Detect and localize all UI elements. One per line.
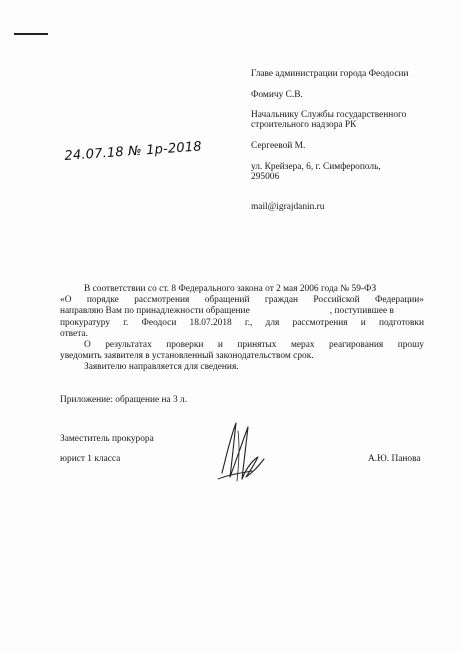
body-p1-line3-start: направляю Вам по принадлежности обращение xyxy=(60,306,250,317)
signatory-title-2: юрист 1 класса xyxy=(60,454,121,464)
body-p1-line2: «О порядке рассмотрения обращений граждан Российской Федерации» xyxy=(60,295,424,306)
addressee-line-4: строительного надзора РК xyxy=(251,120,357,130)
handwritten-signature xyxy=(212,417,272,487)
addressee-line-6: ул. Крейзера, 6, г. Симферополь, xyxy=(251,162,381,172)
addressee-email: mail@igrajdanin.ru xyxy=(251,202,325,212)
corner-mark xyxy=(14,33,48,35)
handwritten-registration-note: 24.07.18 № 1р-2018 xyxy=(64,139,203,164)
body-p2-line2: уведомить заявителя в установленный законодательством срок. xyxy=(60,351,314,362)
addressee-line-1: Главе администрации города Феодосии xyxy=(251,69,409,79)
body-p1-line4: прокуратуру г. Феодоси 18.07.2018 г., для рассмотрения и подготовки xyxy=(60,317,424,328)
body-p3: Заявителю направляется для сведения. xyxy=(84,362,239,373)
attachment-line: Приложение: обращение на 3 л. xyxy=(60,395,188,405)
body-p2-line1: О результатах проверки и принятых мерах реагирования прошу xyxy=(84,340,424,351)
addressee-line-3: Начальнику Службы государственного xyxy=(251,110,407,120)
signatory-name: А.Ю. Панова xyxy=(368,454,421,464)
body-p1-line1: В соответствии со ст. 8 Федерального закона от 2 мая 2006 года № 59-ФЗ xyxy=(84,284,377,294)
addressee-line-2: Фомичу С.В. xyxy=(251,90,303,100)
body-p1-line5: ответа. xyxy=(60,328,88,339)
letter-body xyxy=(60,284,424,374)
signatory-title-1: Заместитель прокурора xyxy=(60,434,154,444)
body-p1-line3 xyxy=(60,306,424,317)
addressee-line-7: 295006 xyxy=(251,172,280,182)
addressee-line-5: Сергеевой М. xyxy=(251,141,306,151)
body-p1-line3-end: , поступившее в xyxy=(329,306,394,317)
